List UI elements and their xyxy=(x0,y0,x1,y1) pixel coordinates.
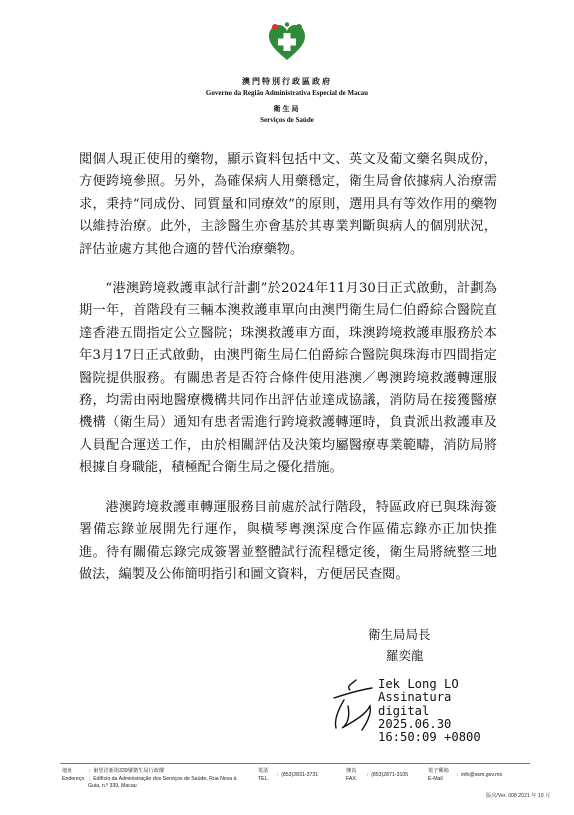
footer-fax-label-cn: 傳真 xyxy=(346,768,357,774)
footer-address-label-pt: Endereço xyxy=(62,776,85,782)
digital-signature-line: Iek Long LO xyxy=(378,677,459,691)
digital-signature-line: 2025.06.30 xyxy=(378,716,452,731)
health-bureau-logo xyxy=(267,22,307,62)
footer-address-cn: ：東望洋新街339號衛生局行政樓 xyxy=(88,768,165,774)
digital-signature-line: Assinatura xyxy=(378,690,452,705)
footer-phone-label-pt: TEL. xyxy=(258,776,269,782)
footer-email-label-pt: E-Mail xyxy=(428,776,443,782)
footer-email: ：info@ssm.gov.mo xyxy=(456,772,503,778)
footer-phone-label-cn: 電話 xyxy=(258,768,269,774)
footer-fax-label-pt: FAX. xyxy=(346,776,358,782)
government-name-pt: Governo da Região Administrativa Especial de Macau xyxy=(205,89,369,97)
signatory-title: 衛生局局長 xyxy=(368,627,431,642)
document-version: 版次/Ver. 008 2021 年 10 月 xyxy=(486,793,551,799)
body-paragraph: 港澳跨境救護車轉運服務目前處於試行階段，特區政府已與珠海簽署備忘錄並展開先行運作，與橫琴粵澳深度合作區備忘錄亦正加快推進。待有關備忘錄完成簽署並整體試行流程穩定後，衛生局將統整三地做法，編製及公佈簡明指引和圖文資料，方便居民查閱。 xyxy=(79,499,497,582)
footer-address-label-cn: 地址 xyxy=(62,768,73,774)
government-name-cn: 澳門特別行政區政府 xyxy=(242,76,332,86)
footer-fax: ：(853)2871-3105 xyxy=(366,772,409,778)
body-paragraph: “港澳跨境救護車試行計劃”於2024年11月30日正式啟動，計劃為期一年，首階段有三輛本澳救護車單向由澳門衛生局仁伯爵綜合醫院直達香港五間指定公立醫院；珠澳救護車方面，珠澳跨境救護車服務於本年3月17日正式啟動，由澳門衛生局仁伯爵綜合醫院與珠海市四間指定醫院提供服務。有關患者是否符合條件使用港澳／粵澳跨境救護轉運服務，均需由兩地醫療機構共同作出評估並達成協議，消防局在接獲醫療機構（衛生局）通知有患者需進行跨境救護轉運時，負責派出救護車及人員配合運送工作，由於相關評估及決策均屬醫療專業範疇，消防局將根據自身職能，積極配合衛生局之優化措施。 xyxy=(79,281,497,476)
department-name-pt: Serviços de Saúde xyxy=(260,116,314,124)
footer-email-label-cn: 電子郵箱 xyxy=(428,768,449,774)
digital-signature-line: 16:50:09 +0800 xyxy=(378,730,481,745)
footer-phone: ：(853)2831-3731 xyxy=(276,772,319,778)
letter-body xyxy=(79,149,497,603)
footer-divider xyxy=(60,763,530,764)
department-name-cn: 衛生局 xyxy=(273,104,301,113)
digital-signature-line: digital xyxy=(378,703,430,718)
digital-signature-block xyxy=(378,678,481,744)
handwritten-signature xyxy=(326,676,384,732)
footer-address-pt: ：Edifício da Administração dos Serviços de Saúde, Rua Nova à Guia, n.º 339, Macau xyxy=(88,776,237,789)
body-paragraph: 閲個人現正使用的藥物，顯示資料包括中文、英文及葡文藥名與成份，方便跨境參照。另外，為確保病人用藥穩定，衛生局會依據病人治療需求，秉持“同成份、同質量和同療效”的原則，選用具有等效作用的藥物以維持治療。此外，主診醫生亦會基於其專業判斷與病人的個別狀況，評估並處方其他合適的替代治療藥物。 xyxy=(79,152,497,257)
signatory-name: 羅奕龍 xyxy=(386,648,424,663)
